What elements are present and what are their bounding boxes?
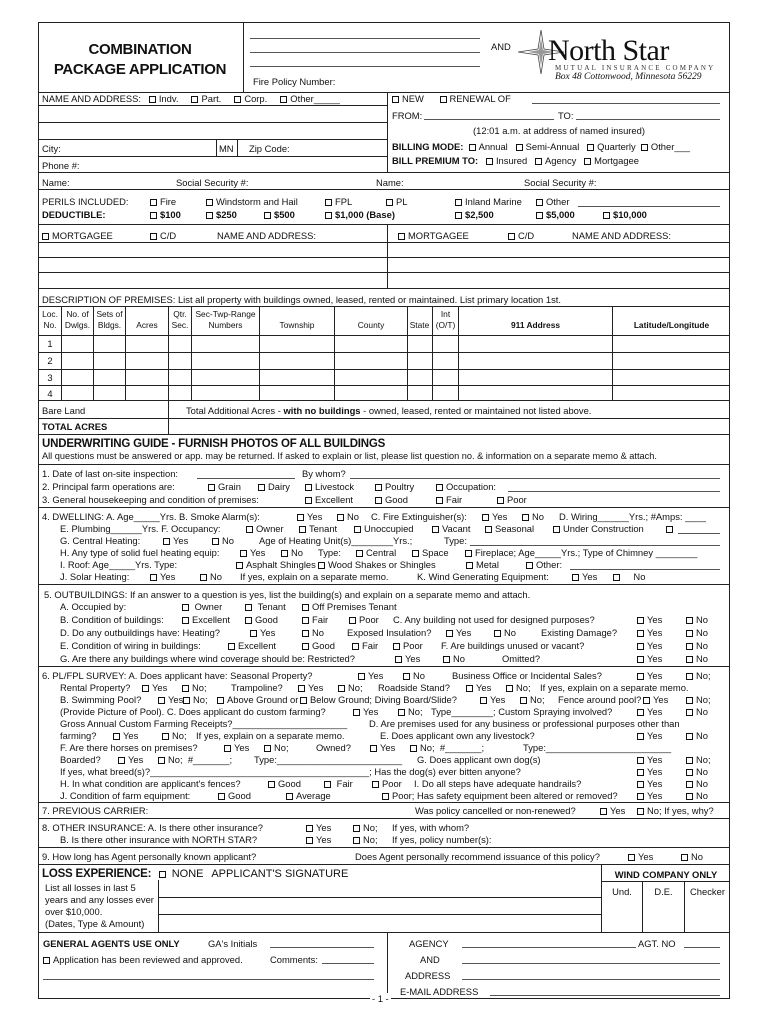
vacant-yes-checkbox[interactable] [637, 643, 644, 650]
mortgagee-left-name-label: NAME AND ADDRESS: [217, 230, 316, 241]
state-value: MN [219, 143, 234, 154]
fire-policy-line-3[interactable] [250, 66, 480, 67]
gross-receipts-label: Gross Annual Custom Farming Receipts?______________________ [60, 718, 348, 729]
previous-carrier-label: 7. PREVIOUS CARRIER: [42, 805, 149, 816]
horses-label: F. Are there horses on premises? [60, 742, 198, 753]
col-latlong-header: Latitude/Longitude [633, 320, 710, 330]
renewal-checkbox[interactable] [440, 96, 447, 103]
fence-yes-checkbox[interactable] [643, 697, 650, 704]
not-designed-yes-checkbox[interactable] [637, 617, 644, 624]
agency-label: AGENCY [409, 938, 449, 949]
business-office-no-checkbox[interactable] [686, 673, 693, 680]
owned-yes-checkbox[interactable] [370, 745, 377, 752]
spraying-no-checkbox[interactable] [686, 709, 693, 716]
ssn1-label: Social Security #: [176, 177, 249, 188]
row-number: 1 [47, 338, 53, 349]
unused-vacant-label: F. Are buildings unused or vacant? [441, 640, 585, 651]
from-label: FROM: [392, 110, 423, 121]
name2-label: Name: [376, 177, 404, 188]
phone-label: Phone #: [42, 160, 80, 171]
north-star-insurance-label: B. Is there other insurance with NORTH STAR? [60, 834, 258, 845]
peril-pl-checkbox[interactable] [386, 199, 393, 206]
premises-description: DESCRIPTION OF PREMISES: List all property with buildings owned, leased, rented or maintained. List primary location 1st. [42, 294, 561, 305]
billing-mode-row: BILLING MODE: Annual Semi-Annual Quarterly Other___ [392, 141, 690, 152]
roadside-yes-checkbox[interactable] [466, 685, 473, 692]
mortgagee-right-name-label: NAME AND ADDRESS: [572, 230, 671, 241]
perils-included-label: PERILS INCLUDED: [42, 196, 129, 207]
to-date-field[interactable] [576, 119, 720, 120]
q4-label: 4. DWELLING: A. Age_____Yrs. B. Smoke Alarm(s): [42, 511, 260, 522]
row-number: 4 [47, 388, 53, 399]
equipment-good-checkbox[interactable] [218, 793, 225, 800]
q2-label: 2. Principal farm operations are: [42, 481, 175, 492]
vacant-no-checkbox[interactable] [686, 643, 693, 650]
equipment-average-checkbox[interactable] [286, 793, 293, 800]
cancelled-label: Was policy cancelled or non-renewed? [415, 805, 576, 816]
comments-field[interactable] [322, 963, 374, 964]
page-number: - 1 - [372, 993, 389, 1004]
wind-company-only-label: WIND COMPANY ONLY [614, 869, 718, 880]
central-fuel-checkbox[interactable] [356, 550, 363, 557]
swimming-pool-label: B. Swimming Pool? [60, 694, 142, 705]
horses-no-checkbox[interactable] [264, 745, 271, 752]
bare-land-label: Bare Land [42, 405, 86, 416]
reviewed-approved-checkbox[interactable] [43, 957, 50, 964]
q1-label: 1. Date of last on-site inspection: [42, 468, 179, 479]
wiring-good-checkbox[interactable] [302, 643, 309, 650]
business-yes-checkbox[interactable] [113, 733, 120, 740]
indv-checkbox[interactable] [149, 96, 156, 103]
occupancy-vacant-checkbox[interactable] [432, 526, 439, 533]
boarded-type-label: Type:________________________ [254, 754, 403, 765]
extinguisher-yes-checkbox[interactable] [482, 514, 489, 521]
brand-name: North Star [548, 34, 669, 67]
other-insurance-label: 8. OTHER INSURANCE: A. Is there other insurance? [42, 822, 263, 833]
insulation-no-checkbox[interactable] [494, 630, 501, 637]
row-number: 2 [47, 355, 53, 366]
col-loc-header: Loc. No. [42, 309, 58, 330]
col-acres-header: Acres [136, 320, 158, 330]
col-str-header: Sec-Twp-Range Numbers [195, 309, 256, 330]
roof-metal-checkbox[interactable] [466, 562, 473, 569]
wind-generating-label: K. Wind Generating Equipment: [417, 571, 549, 582]
new-checkbox[interactable] [392, 96, 399, 103]
peril-fire-checkbox[interactable] [150, 199, 157, 206]
solid-fuel-no-checkbox[interactable] [281, 550, 288, 557]
occupancy-unoccupied-checkbox[interactable] [354, 526, 361, 533]
solid-fuel-type-label: Type: [318, 547, 341, 558]
occupied-by-label: A. Occupied by: [60, 601, 127, 612]
semi-annual-checkbox[interactable] [516, 144, 523, 151]
omitted-no-checkbox[interactable] [686, 656, 693, 663]
owned-no-checkbox[interactable] [410, 745, 417, 752]
fences-poor-checkbox[interactable] [372, 781, 379, 788]
de-label: D.E. [654, 886, 673, 897]
other-type-checkbox[interactable] [280, 96, 287, 103]
handrails-label: I. Do all steps have adequate handrails? [414, 778, 582, 789]
underwriting-subheading: All questions must be answered or app. may be returned. If asked to explain or list, please list question no. & information on a separate memo & attach. [42, 451, 657, 461]
plumbing-label: E. Plumbing______Yrs. F. Occupancy: [60, 523, 221, 534]
livestock-yes-checkbox[interactable] [637, 733, 644, 740]
with-whom-label: If yes, with whom? [392, 822, 470, 833]
handrails-yes-checkbox[interactable] [637, 781, 644, 788]
solar-heating-label: J. Solar Heating: [60, 571, 130, 582]
loss-experience-row: LOSS EXPERIENCE: NONE APPLICANT'S SIGNATURE [42, 868, 349, 880]
fireplace-checkbox[interactable] [465, 550, 472, 557]
to-label: TO: [558, 110, 574, 121]
address-field[interactable] [462, 979, 720, 980]
deductible-5000-checkbox[interactable] [536, 212, 543, 219]
loss-none-checkbox[interactable] [159, 871, 166, 878]
deductible-100-checkbox[interactable] [150, 212, 157, 219]
trampoline-no-checkbox[interactable] [338, 685, 345, 692]
smoke-alarm-no-checkbox[interactable] [337, 514, 344, 521]
reviewed-row: Application has been reviewed and approved. [43, 954, 243, 965]
custom-spraying-label: Type________; Custom Spraying involved? [431, 706, 613, 717]
policy-numbers-label: If yes, policy number(s): [392, 834, 492, 845]
restricted-yes-checkbox[interactable] [395, 656, 402, 663]
livestock-own-label: E. Does applicant own any livestock? [380, 730, 535, 741]
fences-condition-label: H. In what condition are applicant's fences? [60, 778, 241, 789]
part-checkbox[interactable] [191, 96, 198, 103]
farming-label: farming? [60, 730, 97, 741]
boarded-yes-checkbox[interactable] [118, 757, 125, 764]
col-dwellings-header: No. of Dwlgs. [64, 309, 91, 330]
boarded-label: Boarded? [60, 754, 101, 765]
deductible-label: DEDUCTIBLE: [42, 209, 106, 220]
peril-other-checkbox[interactable] [536, 199, 543, 206]
smoke-alarm-yes-checkbox[interactable] [297, 514, 304, 521]
ga-initials-field[interactable] [270, 947, 374, 948]
annual-checkbox[interactable] [469, 144, 476, 151]
custom-farming-yes-checkbox[interactable] [353, 709, 360, 716]
occupancy-seasonal-checkbox[interactable] [485, 526, 492, 533]
col-township-header: Township [279, 320, 315, 330]
wiring-excellent-checkbox[interactable] [228, 643, 235, 650]
zip-code-label: Zip Code: [249, 143, 290, 154]
col-qtr-header: Qtr. Sec. [171, 309, 189, 330]
equipment-poor-checkbox[interactable] [382, 793, 389, 800]
occupancy-other-checkbox[interactable] [666, 526, 673, 533]
bill-agency-checkbox[interactable] [535, 158, 542, 165]
business-no-checkbox[interactable] [162, 733, 169, 740]
altered-no-checkbox[interactable] [686, 793, 693, 800]
bldg-good-checkbox[interactable] [245, 617, 252, 624]
q6-label: 6. PL/FPL SURVEY: A. Does applicant have: Seasonal Property? [42, 670, 313, 681]
comments-label: Comments: [270, 954, 318, 965]
housekeeping-good-checkbox[interactable] [375, 497, 382, 504]
other-billing-checkbox[interactable] [641, 144, 648, 151]
fire-policy-line-1[interactable] [250, 38, 480, 39]
livestock-no-checkbox[interactable] [686, 733, 693, 740]
loss-instructions-line1: List all losses in last 5 [45, 882, 136, 893]
business-explain-label: If yes, explain on a separate memo. [196, 730, 345, 741]
form-title-line1: COMBINATION [88, 41, 192, 58]
deductible-250-checkbox[interactable] [206, 212, 213, 219]
wiring-label: D. Wiring______Yrs.; #Amps: ____ [559, 511, 706, 522]
roof-wood-checkbox[interactable] [318, 562, 325, 569]
business-purposes-label: D. Are premises used for any business or professional purposes other than [369, 718, 680, 729]
fence-around-pool-label: Fence around pool? [558, 694, 642, 705]
outbuilding-heating-label: D. Do any outbuildings have: Heating? [60, 627, 220, 638]
mortgagee-left-row: MORTGAGEE [42, 230, 113, 241]
loss-instructions-line4: (Dates, Type & Amount) [45, 918, 145, 929]
custom-farming-label: (Provide Picture of Pool). C. Does applicant do custom farming? [60, 706, 326, 717]
address-label: ADDRESS [405, 970, 451, 981]
peril-fpl-checkbox[interactable] [325, 199, 332, 206]
loss-instructions-line2: years and any losses ever [45, 894, 154, 905]
bitten-no-checkbox[interactable] [686, 769, 693, 776]
occupancy-under-construction-checkbox[interactable] [553, 526, 560, 533]
diving-yes-checkbox[interactable] [480, 697, 487, 704]
heating-type-label: Type: [444, 535, 467, 546]
heating-age-label: Age of Heating Unit(s)________Yrs.; [259, 535, 413, 546]
q5-label: 5. OUTBUILDINGS: If an answer to a question is yes, list the building(s) and explain on a separate memo and attach. [44, 589, 531, 600]
heating-no-checkbox[interactable] [302, 630, 309, 637]
name-address-label: NAME AND ADDRESS: [42, 93, 141, 104]
col-county-header: County [357, 320, 385, 330]
quarterly-checkbox[interactable] [587, 144, 594, 151]
heating-yes-checkbox[interactable] [250, 630, 257, 637]
building-condition-label: B. Condition of buildings: [60, 614, 164, 625]
solid-fuel-label: H. Any type of solid fuel heating equip: [60, 547, 220, 558]
and-label: AND [491, 41, 511, 52]
general-agents-use-label: GENERAL AGENTS USE ONLY [43, 938, 180, 949]
cd-right-checkbox[interactable] [508, 233, 515, 240]
fences-good-checkbox[interactable] [268, 781, 275, 788]
solar-explain-label: If yes, explain on a separate memo. [240, 571, 389, 582]
housekeeping-poor-checkbox[interactable] [497, 497, 504, 504]
occupied-off-premises-checkbox[interactable] [302, 604, 309, 611]
ns-ins-yes-checkbox[interactable] [306, 837, 313, 844]
dogs-yes-checkbox[interactable] [637, 757, 644, 764]
dog-breeds-label: If yes, what breed(s)?__________________________________________; Has the dog(s) ever bitten anyone? [60, 766, 521, 777]
brand-tagline: MUTUAL INSURANCE COMPANY [555, 64, 716, 72]
roof-label: I. Roof: Age_____Yrs. Type: [60, 559, 178, 570]
central-heating-no-checkbox[interactable] [212, 538, 219, 545]
from-date-field[interactable] [424, 119, 554, 120]
checker-label: Checker [690, 886, 725, 897]
agt-no-field[interactable] [684, 947, 720, 948]
ns-ins-no-checkbox[interactable] [353, 837, 360, 844]
not-designed-no-checkbox[interactable] [686, 617, 693, 624]
occupied-owner-checkbox[interactable] [182, 604, 189, 611]
name1-label: Name: [42, 177, 70, 188]
roadside-stand-label: Roadside Stand? [378, 682, 450, 693]
bill-mortgagee-checkbox[interactable] [584, 158, 591, 165]
rental-explain-label: If yes, explain on a separate memo. [540, 682, 689, 693]
dairy-checkbox[interactable] [258, 484, 265, 491]
rental-property-label: Rental Property? [60, 682, 131, 693]
row-number: 3 [47, 372, 53, 383]
custom-farming-no-checkbox[interactable] [398, 709, 405, 716]
fire-extinguisher-label: C. Fire Extinguisher(s): [371, 511, 467, 522]
insulation-yes-checkbox[interactable] [446, 630, 453, 637]
bldg-excellent-checkbox[interactable] [182, 617, 189, 624]
brand-address: Box 48 Cottonwood, Minnesota 56229 [555, 72, 702, 82]
damage-no-checkbox[interactable] [686, 630, 693, 637]
peril-windstorm-checkbox[interactable] [206, 199, 213, 206]
occupation-checkbox[interactable] [436, 484, 443, 491]
roadside-no-checkbox[interactable] [506, 685, 513, 692]
roof-other-checkbox[interactable] [526, 562, 533, 569]
ga-initials-label: GA's Initials [208, 938, 258, 949]
omitted-yes-checkbox[interactable] [637, 656, 644, 663]
horses-owned-label: Owned? [316, 742, 351, 753]
q3-label: 3. General housekeeping and condition of premises: [42, 494, 259, 505]
peril-inland-marine-checkbox[interactable] [455, 199, 462, 206]
loss-instructions-line3: over $10,000. [45, 906, 103, 917]
deductible-10000-checkbox[interactable] [603, 212, 610, 219]
other-ins-yes-checkbox[interactable] [306, 825, 313, 832]
deductible-2500-checkbox[interactable] [455, 212, 462, 219]
bill-premium-row: BILL PREMIUM TO: Insured Agency Mortgagee [392, 155, 639, 166]
form-title-line2: PACKAGE APPLICATION [53, 61, 227, 78]
occupancy-tenant-checkbox[interactable] [299, 526, 306, 533]
dogs-no-checkbox[interactable] [686, 757, 693, 764]
farm-equipment-label: J. Condition of farm equipment: [60, 790, 191, 801]
pool-no-checkbox[interactable] [183, 697, 190, 704]
wind-gen-no-checkbox[interactable] [613, 574, 620, 581]
deductible-500-checkbox[interactable] [264, 212, 271, 219]
applicant-type-row: NAME AND ADDRESS: Indv. Part. Corp. Other_____ [42, 93, 340, 104]
mortgagee-right-checkbox[interactable] [398, 233, 405, 240]
altered-yes-checkbox[interactable] [637, 793, 644, 800]
occupied-tenant-checkbox[interactable] [245, 604, 252, 611]
existing-damage-label: Existing Damage? [541, 627, 618, 638]
diving-no-checkbox[interactable] [520, 697, 527, 704]
bldg-poor-checkbox[interactable] [349, 617, 356, 624]
owned-type-label: Type:________________________ [523, 742, 672, 753]
wiring-fair-checkbox[interactable] [352, 643, 359, 650]
extinguisher-no-checkbox[interactable] [522, 514, 529, 521]
housekeeping-fair-checkbox[interactable] [436, 497, 443, 504]
spraying-yes-checkbox[interactable] [637, 709, 644, 716]
fence-no-checkbox[interactable] [686, 697, 693, 704]
exposed-insulation-label: Exposed Insulation? [347, 627, 432, 638]
solar-yes-checkbox[interactable] [150, 574, 157, 581]
livestock-checkbox[interactable] [305, 484, 312, 491]
horses-yes-checkbox[interactable] [224, 745, 231, 752]
cancelled-yes-checkbox[interactable] [600, 808, 607, 815]
fire-policy-number-label: Fire Policy Number: [253, 76, 336, 87]
comments-field-line2[interactable] [43, 979, 374, 980]
fire-policy-line-2[interactable] [250, 52, 480, 53]
solar-no-checkbox[interactable] [200, 574, 207, 581]
cancelled-no-checkbox[interactable] [637, 808, 644, 815]
additional-acres-note: Total Additional Acres - with no buildings - owned, leased, rented or maintained not listed above. [186, 405, 592, 416]
col-int-header: Int (O/T) [435, 309, 456, 330]
email-field[interactable] [490, 995, 720, 996]
agency-field[interactable] [462, 947, 636, 948]
bldg-fair-checkbox[interactable] [302, 617, 309, 624]
seasonal-yes-checkbox[interactable] [358, 673, 365, 680]
and-footer-label: AND [420, 954, 440, 965]
ssn2-label: Social Security #: [524, 177, 597, 188]
boarded-no-checkbox[interactable] [158, 757, 165, 764]
bill-insured-checkbox[interactable] [486, 158, 493, 165]
wind-coverage-label: G. Are there any buildings where wind coverage should be: Restricted? [60, 653, 355, 664]
agent-recommend-label: Does Agent personally recommend issuance of this policy? [355, 851, 600, 862]
city-label: City: [42, 143, 61, 154]
omitted-label: Omitted? [502, 653, 541, 664]
trampoline-yes-checkbox[interactable] [298, 685, 305, 692]
central-heating-yes-checkbox[interactable] [163, 538, 170, 545]
damage-yes-checkbox[interactable] [637, 630, 644, 637]
wind-gen-yes-checkbox[interactable] [572, 574, 579, 581]
fences-fair-checkbox[interactable] [324, 781, 331, 788]
corp-checkbox[interactable] [234, 96, 241, 103]
agt-no-label: AGT. NO [638, 938, 676, 949]
deductible-1000-checkbox[interactable] [325, 212, 332, 219]
policy-status-row: NEW RENEWAL OF [392, 93, 511, 104]
recommend-yes-checkbox[interactable] [628, 854, 635, 861]
col-911-header: 911 Address [510, 320, 561, 330]
total-acres-label: TOTAL ACRES [42, 421, 108, 432]
other-ins-no-checkbox[interactable] [353, 825, 360, 832]
recommend-no-checkbox[interactable] [681, 854, 688, 861]
email-label: E-MAIL ADDRESS [400, 986, 479, 997]
pool-yes-checkbox[interactable] [158, 697, 165, 704]
mortgagee-left-checkbox[interactable] [42, 233, 49, 240]
central-heating-label: G. Central Heating: [60, 535, 141, 546]
trampoline-label: Trampoline? [231, 682, 283, 693]
space-fuel-checkbox[interactable] [412, 550, 419, 557]
grain-checkbox[interactable] [208, 484, 215, 491]
col-state-header: State [409, 320, 430, 330]
cd-left-checkbox[interactable] [150, 233, 157, 240]
below-ground-checkbox[interactable] [300, 697, 307, 704]
time-note: (12:01 a.m. at address of named insured) [473, 125, 645, 136]
col-buildings-header: Sets of Bldgs. [96, 309, 123, 330]
agent-known-label: 9. How long has Agent personally known applicant? [42, 851, 257, 862]
roof-asphalt-checkbox[interactable] [236, 562, 243, 569]
poultry-checkbox[interactable] [375, 484, 382, 491]
und-label: Und. [612, 886, 632, 897]
bitten-yes-checkbox[interactable] [637, 769, 644, 776]
handrails-no-checkbox[interactable] [686, 781, 693, 788]
rental-no-checkbox[interactable] [182, 685, 189, 692]
restricted-no-checkbox[interactable] [443, 656, 450, 663]
wiring-condition-label: E. Condition of wiring in buildings: [60, 640, 201, 651]
rental-yes-checkbox[interactable] [142, 685, 149, 692]
q1-by-whom-label: By whom? [302, 468, 346, 479]
not-designed-purpose-label: C. Any building not used for designed purposes? [393, 614, 595, 625]
solid-fuel-yes-checkbox[interactable] [240, 550, 247, 557]
occupancy-owner-checkbox[interactable] [246, 526, 253, 533]
housekeeping-excellent-checkbox[interactable] [305, 497, 312, 504]
business-office-label: Business Office or Incidental Sales? [452, 670, 602, 681]
underwriting-heading: UNDERWRITING GUIDE - FURNISH PHOTOS OF ALL BUILDINGS [42, 438, 386, 450]
business-office-yes-checkbox[interactable] [637, 673, 644, 680]
dogs-label: G. Does applicant own dog(s) [417, 754, 541, 765]
seasonal-no-checkbox[interactable] [403, 673, 410, 680]
above-ground-checkbox[interactable] [217, 697, 224, 704]
wiring-poor-checkbox[interactable] [393, 643, 400, 650]
